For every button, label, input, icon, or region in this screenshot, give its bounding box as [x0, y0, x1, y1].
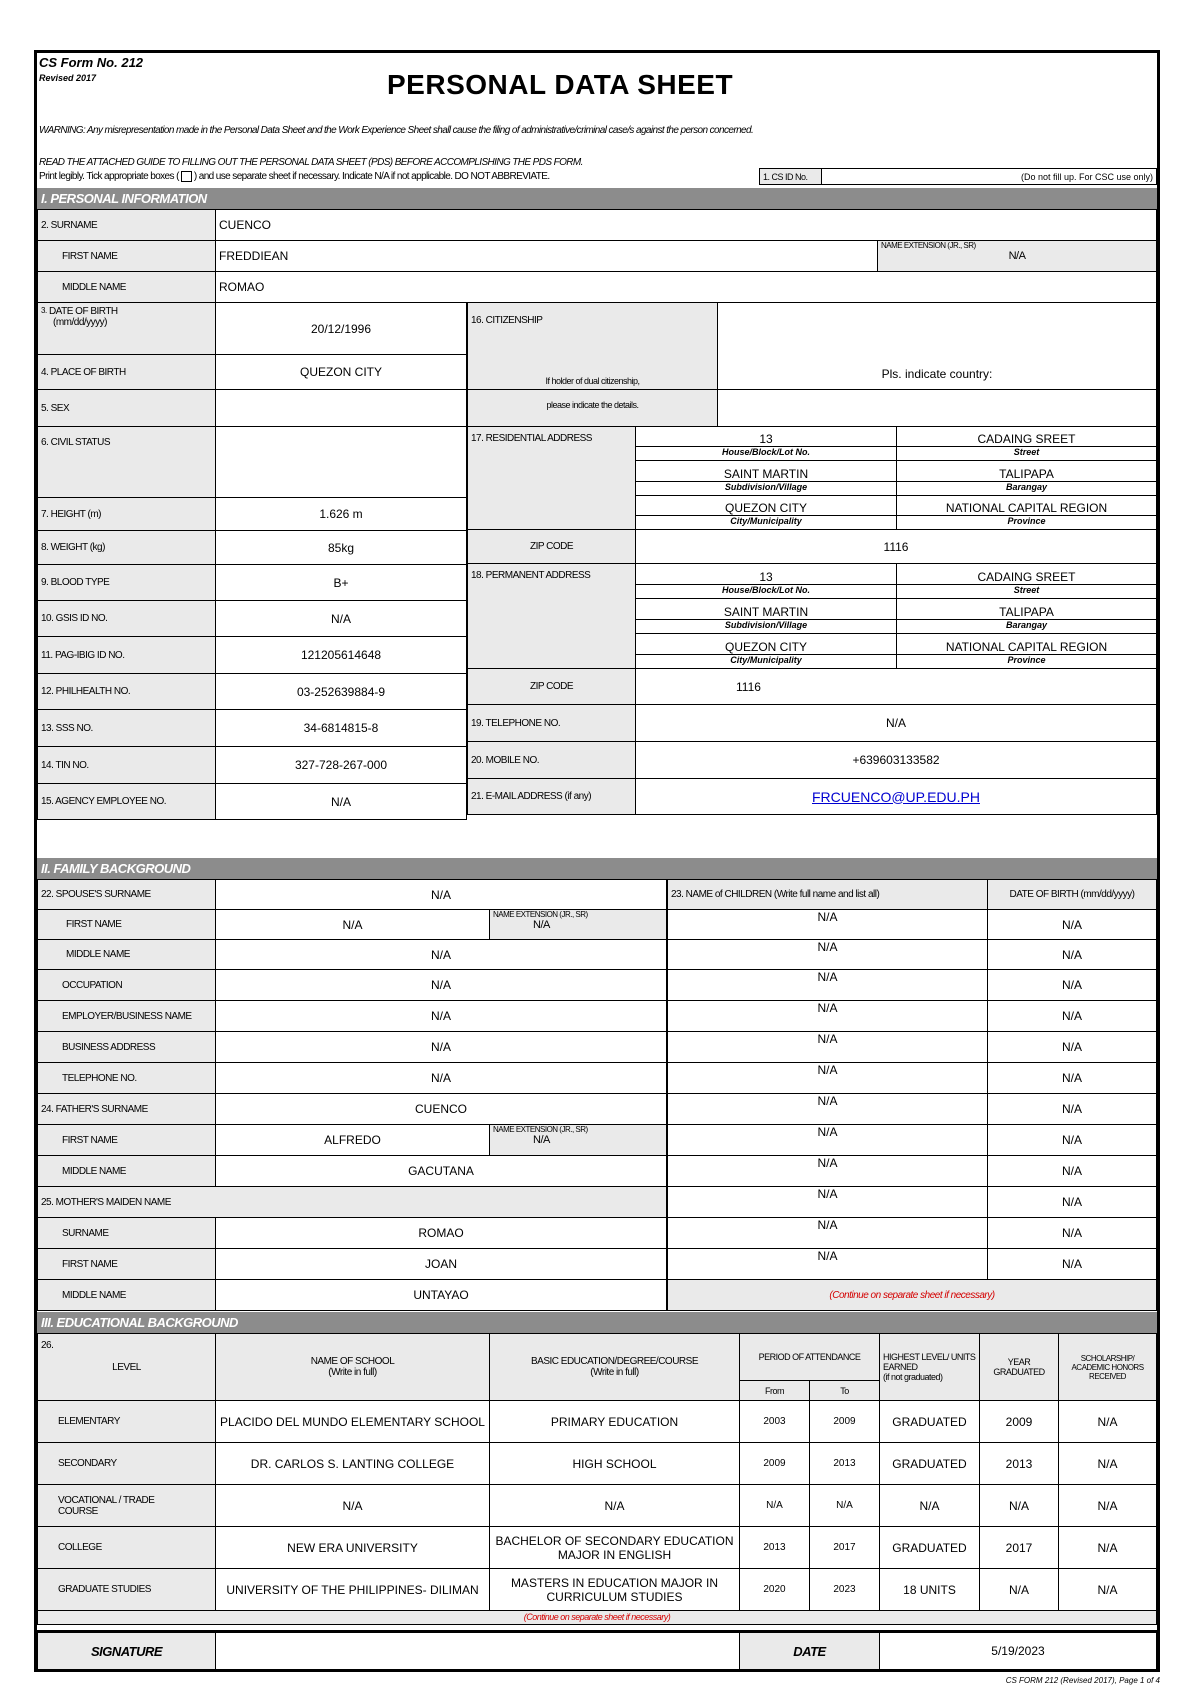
- res-zip-label: ZIP CODE: [468, 530, 636, 564]
- civil-status-field[interactable]: [216, 427, 467, 498]
- personal-data-sheet-form: [34, 50, 1160, 1672]
- spouse-name-ext-cell[interactable]: NAME EXTENSION (JR., SR) N/A: [490, 910, 667, 940]
- perm-zip-label: ZIP CODE: [468, 669, 636, 705]
- child-dob[interactable]: N/A: [988, 1218, 1157, 1249]
- employer-field[interactable]: N/A: [216, 1001, 667, 1032]
- weight-field[interactable]: 85kg: [216, 531, 467, 565]
- child-name[interactable]: N/A: [668, 1187, 988, 1218]
- education-year[interactable]: 2013: [980, 1443, 1059, 1485]
- name-table: [37, 209, 1157, 303]
- children-continue-note: (Continue on separate sheet if necessary): [668, 1280, 1157, 1311]
- education-from[interactable]: 2009: [740, 1443, 810, 1485]
- permanent-address-table: [467, 563, 1157, 815]
- child-name[interactable]: N/A: [668, 1094, 988, 1125]
- res-house-cell[interactable]: 13 House/Block/Lot No.: [636, 427, 897, 461]
- name-extension-field[interactable]: N/A: [1008, 250, 1026, 262]
- father-surname-field[interactable]: CUENCO: [216, 1094, 667, 1125]
- education-row-secondary: [38, 1443, 1157, 1485]
- child-dob[interactable]: N/A: [988, 1001, 1157, 1032]
- agency-employee-field[interactable]: N/A: [216, 784, 467, 820]
- gsis-field[interactable]: N/A: [216, 601, 467, 637]
- father-name-ext-cell[interactable]: NAME EXTENSION (JR., SR) N/A: [490, 1125, 667, 1156]
- education-level: COLLEGE: [38, 1527, 216, 1569]
- perm-province-cell[interactable]: NATIONAL CAPITAL REGION Province: [897, 634, 1157, 669]
- education-row-elementary: [38, 1401, 1157, 1443]
- perm-barangay-cell[interactable]: TALIPAPA Barangay: [897, 599, 1157, 634]
- citizenship-table: [467, 302, 1157, 427]
- education-honors[interactable]: N/A: [1059, 1527, 1157, 1569]
- perm-subdivision-cell[interactable]: SAINT MARTIN Subdivision/Village: [636, 599, 897, 634]
- children-name-header: 23. NAME of CHILDREN (Write full name and list all): [668, 880, 988, 910]
- education-school[interactable]: NEW ERA UNIVERSITY: [216, 1527, 490, 1569]
- child-name[interactable]: N/A: [668, 1063, 988, 1094]
- page-footer-note: CS FORM 212 (Revised 2017), Page 1 of 4: [1005, 1676, 1160, 1685]
- level-header: 26. LEVEL: [38, 1334, 216, 1401]
- civil-status-label: 6. CIVIL STATUS: [38, 427, 216, 498]
- read-guide-text: READ THE ATTACHED GUIDE TO FILLING OUT THE PERSONAL DATA SHEET (PDS) BEFORE ACCOMPLISHING THE PDS FORM.: [39, 157, 583, 168]
- honors-header: SCHOLARSHIP/ ACADEMIC HONORS RECEIVED: [1059, 1334, 1157, 1401]
- pagibig-label: 11. PAG-IBIG ID NO.: [38, 637, 216, 674]
- sss-field[interactable]: 34-6814815-8: [216, 710, 467, 747]
- blood-type-label: 9. BLOOD TYPE: [38, 565, 216, 601]
- personal-left-table: [37, 302, 467, 820]
- middle-name-label: MIDDLE NAME: [38, 272, 216, 303]
- section-personal-information: I. PERSONAL INFORMATION: [37, 188, 1157, 209]
- spouse-surname-field[interactable]: N/A: [216, 880, 667, 910]
- perm-zip-field[interactable]: 1116: [636, 669, 1157, 705]
- highest-level-header: HIGHEST LEVEL/ UNITS EARNED (if not graduated): [880, 1334, 980, 1401]
- philhealth-field[interactable]: 03-252639884-9: [216, 674, 467, 710]
- email-link[interactable]: FRCUENCO@UP.EDU.PH: [812, 788, 980, 805]
- education-school[interactable]: PLACIDO DEL MUNDO ELEMENTARY SCHOOL: [216, 1401, 490, 1443]
- child-dob[interactable]: N/A: [988, 1156, 1157, 1187]
- education-year[interactable]: N/A: [980, 1485, 1059, 1527]
- blood-type-field[interactable]: B+: [216, 565, 467, 601]
- children-table: [667, 879, 1157, 1311]
- pob-field[interactable]: QUEZON CITY: [216, 355, 467, 390]
- sss-label: 13. SSS NO.: [38, 710, 216, 747]
- spouse-first-name-label: FIRST NAME: [38, 910, 216, 940]
- education-level: VOCATIONAL / TRADE COURSE: [38, 1485, 216, 1527]
- spouse-first-name-field[interactable]: N/A: [216, 910, 490, 940]
- signature-row: [37, 1630, 1157, 1670]
- education-level: SECONDARY: [38, 1443, 216, 1485]
- mother-maiden-name-label: 25. MOTHER'S MAIDEN NAME: [38, 1187, 667, 1218]
- mother-surname-label: SURNAME: [38, 1218, 216, 1249]
- education-table: [37, 1333, 1157, 1625]
- cs-id-row: [759, 168, 1157, 185]
- citizenship-field[interactable]: [718, 303, 1157, 390]
- education-highest[interactable]: GRADUATED: [880, 1443, 980, 1485]
- country-field[interactable]: [718, 390, 1157, 427]
- dob-label: $^{3.}$ DATE OF BIRTH (mm/dd/yyyy): [38, 303, 216, 355]
- education-from[interactable]: 2003: [740, 1401, 810, 1443]
- child-name[interactable]: N/A: [668, 940, 988, 970]
- weight-label: 8. WEIGHT (kg): [38, 531, 216, 565]
- father-middle-name-field[interactable]: GACUTANA: [216, 1156, 667, 1187]
- father-first-name-field[interactable]: ALFREDO: [216, 1125, 490, 1156]
- section-educational-background: III. EDUCATIONAL BACKGROUND: [37, 1312, 1157, 1333]
- tick-box-sample: [181, 171, 192, 182]
- middle-name-field[interactable]: ROMAO: [216, 272, 1157, 303]
- height-label: 7. HEIGHT (m): [38, 498, 216, 531]
- pob-label: 4. PLACE OF BIRTH: [38, 355, 216, 390]
- residential-address-label: 17. RESIDENTIAL ADDRESS: [468, 427, 636, 530]
- education-continue-note: (Continue on separate sheet if necessary): [38, 1611, 1157, 1625]
- employer-label: EMPLOYER/BUSINESS NAME: [38, 1001, 216, 1032]
- child-dob[interactable]: N/A: [988, 1125, 1157, 1156]
- height-field[interactable]: 1.626 m: [216, 498, 467, 531]
- perm-house-cell[interactable]: 13 House/Block/Lot No.: [636, 564, 897, 599]
- child-dob[interactable]: N/A: [988, 970, 1157, 1001]
- spouse-middle-name-field[interactable]: N/A: [216, 940, 667, 970]
- residential-address-table: [467, 426, 1157, 564]
- section-family-background: II. FAMILY BACKGROUND: [37, 858, 1157, 879]
- tin-label: 14. TIN NO.: [38, 747, 216, 784]
- education-to[interactable]: 2017: [810, 1527, 880, 1569]
- perm-street-cell[interactable]: CADAING SREET Street: [897, 564, 1157, 599]
- child-dob[interactable]: N/A: [988, 1187, 1157, 1218]
- mother-first-name-label: FIRST NAME: [38, 1249, 216, 1280]
- form-revision: Revised 2017: [39, 73, 97, 83]
- child-name[interactable]: N/A: [668, 970, 988, 1001]
- family-left-table: [37, 879, 667, 1311]
- first-name-field[interactable]: FREDDIEAN: [216, 241, 878, 272]
- form-number: CS Form No. 212: [39, 55, 144, 70]
- spouse-surname-label: 22. SPOUSE'S SURNAME: [38, 880, 216, 910]
- education-level: ELEMENTARY: [38, 1401, 216, 1443]
- email-label: 21. E-MAIL ADDRESS (if any): [468, 779, 636, 815]
- business-address-field[interactable]: N/A: [216, 1032, 667, 1063]
- child-name[interactable]: N/A: [668, 1156, 988, 1187]
- telephone-label: 19. TELEPHONE NO.: [468, 705, 636, 742]
- res-barangay-cell[interactable]: TALIPAPA Barangay: [897, 461, 1157, 496]
- children-dob-header: DATE OF BIRTH (mm/dd/yyyy): [988, 880, 1157, 910]
- instructions-text: Print legibly. Tick appropriate boxes ( ) and use separate sheet if necessary. Indicate N/A if not applicable. DO NOT ABBREVIATE.: [39, 171, 550, 183]
- email-field[interactable]: [636, 779, 1157, 815]
- res-province-cell[interactable]: NATIONAL CAPITAL REGION Province: [897, 496, 1157, 530]
- tin-field[interactable]: 327-728-267-000: [216, 747, 467, 784]
- spouse-telephone-field[interactable]: N/A: [216, 1063, 667, 1094]
- telephone-field[interactable]: N/A: [636, 705, 1157, 742]
- education-school[interactable]: N/A: [216, 1485, 490, 1527]
- education-to[interactable]: N/A: [810, 1485, 880, 1527]
- education-to[interactable]: 2013: [810, 1443, 880, 1485]
- agency-employee-label: 15. AGENCY EMPLOYEE NO.: [38, 784, 216, 820]
- education-year[interactable]: 2009: [980, 1401, 1059, 1443]
- to-header: To: [810, 1381, 880, 1401]
- education-highest[interactable]: 18 UNITS: [880, 1569, 980, 1611]
- child-name[interactable]: N/A: [668, 1249, 988, 1280]
- child-dob[interactable]: N/A: [988, 1249, 1157, 1280]
- education-school[interactable]: DR. CARLOS S. LANTING COLLEGE: [216, 1443, 490, 1485]
- education-year[interactable]: N/A: [980, 1569, 1059, 1611]
- education-year[interactable]: 2017: [980, 1527, 1059, 1569]
- education-honors[interactable]: N/A: [1059, 1401, 1157, 1443]
- education-level: GRADUATE STUDIES: [38, 1569, 216, 1611]
- child-dob[interactable]: N/A: [988, 1094, 1157, 1125]
- citizenship-label: 16. CITIZENSHIP: [468, 303, 718, 390]
- child-name[interactable]: N/A: [668, 910, 988, 940]
- father-surname-label: 24. FATHER'S SURNAME: [38, 1094, 216, 1125]
- spouse-telephone-label: TELEPHONE NO.: [38, 1063, 216, 1094]
- permanent-address-label: 18. PERMANENT ADDRESS: [468, 564, 636, 669]
- education-highest[interactable]: GRADUATED: [880, 1527, 980, 1569]
- education-from[interactable]: 2013: [740, 1527, 810, 1569]
- warning-text: WARNING: Any misrepresentation made in the Personal Data Sheet and the Work Experience Sheet shall cause the filing of administrative/criminal case/s against the person concerned.: [39, 125, 754, 136]
- education-to[interactable]: 2023: [810, 1569, 880, 1611]
- education-honors[interactable]: N/A: [1059, 1569, 1157, 1611]
- child-name[interactable]: N/A: [668, 1218, 988, 1249]
- education-course[interactable]: N/A: [490, 1485, 740, 1527]
- education-course[interactable]: PRIMARY EDUCATION: [490, 1401, 740, 1443]
- res-subdivision-cell[interactable]: SAINT MARTIN Subdivision/Village: [636, 461, 897, 496]
- occupation-field[interactable]: N/A: [216, 970, 667, 1001]
- res-zip-field[interactable]: 1116: [636, 530, 1157, 564]
- date-field[interactable]: 5/19/2023: [880, 1632, 1157, 1670]
- child-name[interactable]: N/A: [668, 1032, 988, 1063]
- child-dob[interactable]: N/A: [988, 1032, 1157, 1063]
- education-course[interactable]: MASTERS IN EDUCATION MAJOR IN CURRICULUM STUDIES: [490, 1569, 740, 1611]
- education-from[interactable]: N/A: [740, 1485, 810, 1527]
- res-street-cell[interactable]: CADAING SREET Street: [897, 427, 1157, 461]
- name-extension-cell[interactable]: NAME EXTENSION (JR., SR) N/A: [878, 241, 1157, 272]
- year-graduated-header: YEAR GRADUATED: [980, 1334, 1059, 1401]
- country-label: Pls. indicate country:: [881, 367, 993, 381]
- mother-surname-field[interactable]: ROMAO: [216, 1218, 667, 1249]
- child-name[interactable]: N/A: [668, 1001, 988, 1032]
- spouse-middle-name-label: MIDDLE NAME: [38, 940, 216, 970]
- cs-id-label: 1. CS ID No.: [760, 169, 822, 185]
- res-city-cell[interactable]: QUEZON CITY City/Municipality: [636, 496, 897, 530]
- cs-id-note[interactable]: (Do not fill up. For CSC use only): [822, 169, 1157, 185]
- course-header: BASIC EDUCATION/DEGREE/COURSE (Write in full): [490, 1334, 740, 1401]
- from-header: From: [740, 1381, 810, 1401]
- dual-citizenship-note: If holder of dual citizenship, please indicate the details.: [468, 390, 718, 427]
- sex-field[interactable]: [216, 390, 467, 427]
- mobile-field[interactable]: +639603133582: [636, 742, 1157, 779]
- education-from[interactable]: 2020: [740, 1569, 810, 1611]
- dob-field[interactable]: 20/12/1996: [216, 303, 467, 355]
- sex-label: 5. SEX: [38, 390, 216, 427]
- education-course[interactable]: HIGH SCHOOL: [490, 1443, 740, 1485]
- education-row-college: [38, 1527, 1157, 1569]
- mother-middle-name-label: MIDDLE NAME: [38, 1280, 216, 1311]
- mother-first-name-field[interactable]: JOAN: [216, 1249, 667, 1280]
- philhealth-label: 12. PHILHEALTH NO.: [38, 674, 216, 710]
- father-first-name-label: FIRST NAME: [38, 1125, 216, 1156]
- signature-label: SIGNATURE: [38, 1632, 216, 1670]
- gsis-label: 10. GSIS ID NO.: [38, 601, 216, 637]
- child-dob[interactable]: N/A: [988, 940, 1157, 970]
- education-to[interactable]: 2009: [810, 1401, 880, 1443]
- surname-label: 2. SURNAME: [38, 210, 216, 241]
- surname-field[interactable]: CUENCO: [216, 210, 1157, 241]
- pagibig-field[interactable]: 121205614648: [216, 637, 467, 674]
- child-dob[interactable]: N/A: [988, 910, 1157, 940]
- date-label: DATE: [740, 1632, 880, 1670]
- education-row-vocational: [38, 1485, 1157, 1527]
- first-name-label: FIRST NAME: [38, 241, 216, 272]
- education-row-graduate: [38, 1569, 1157, 1611]
- perm-city-cell[interactable]: QUEZON CITY City/Municipality: [636, 634, 897, 669]
- education-school[interactable]: UNIVERSITY OF THE PHILIPPINES- DILIMAN: [216, 1569, 490, 1611]
- child-name[interactable]: N/A: [668, 1125, 988, 1156]
- signature-field[interactable]: [216, 1632, 740, 1670]
- education-highest[interactable]: GRADUATED: [880, 1401, 980, 1443]
- education-honors[interactable]: N/A: [1059, 1485, 1157, 1527]
- mother-middle-name-field[interactable]: UNTAYAO: [216, 1280, 667, 1311]
- business-address-label: BUSINESS ADDRESS: [38, 1032, 216, 1063]
- school-header: NAME OF SCHOOL (Write in full): [216, 1334, 490, 1401]
- page-title: PERSONAL DATA SHEET: [387, 69, 734, 100]
- mobile-label: 20. MOBILE NO.: [468, 742, 636, 779]
- occupation-label: OCCUPATION: [38, 970, 216, 1001]
- education-honors[interactable]: N/A: [1059, 1443, 1157, 1485]
- child-dob[interactable]: N/A: [988, 1063, 1157, 1094]
- period-header: PERIOD OF ATTENDANCE: [740, 1334, 880, 1381]
- education-highest[interactable]: N/A: [880, 1485, 980, 1527]
- education-course[interactable]: BACHELOR OF SECONDARY EDUCATION MAJOR IN ENGLISH: [490, 1527, 740, 1569]
- father-middle-name-label: MIDDLE NAME: [38, 1156, 216, 1187]
